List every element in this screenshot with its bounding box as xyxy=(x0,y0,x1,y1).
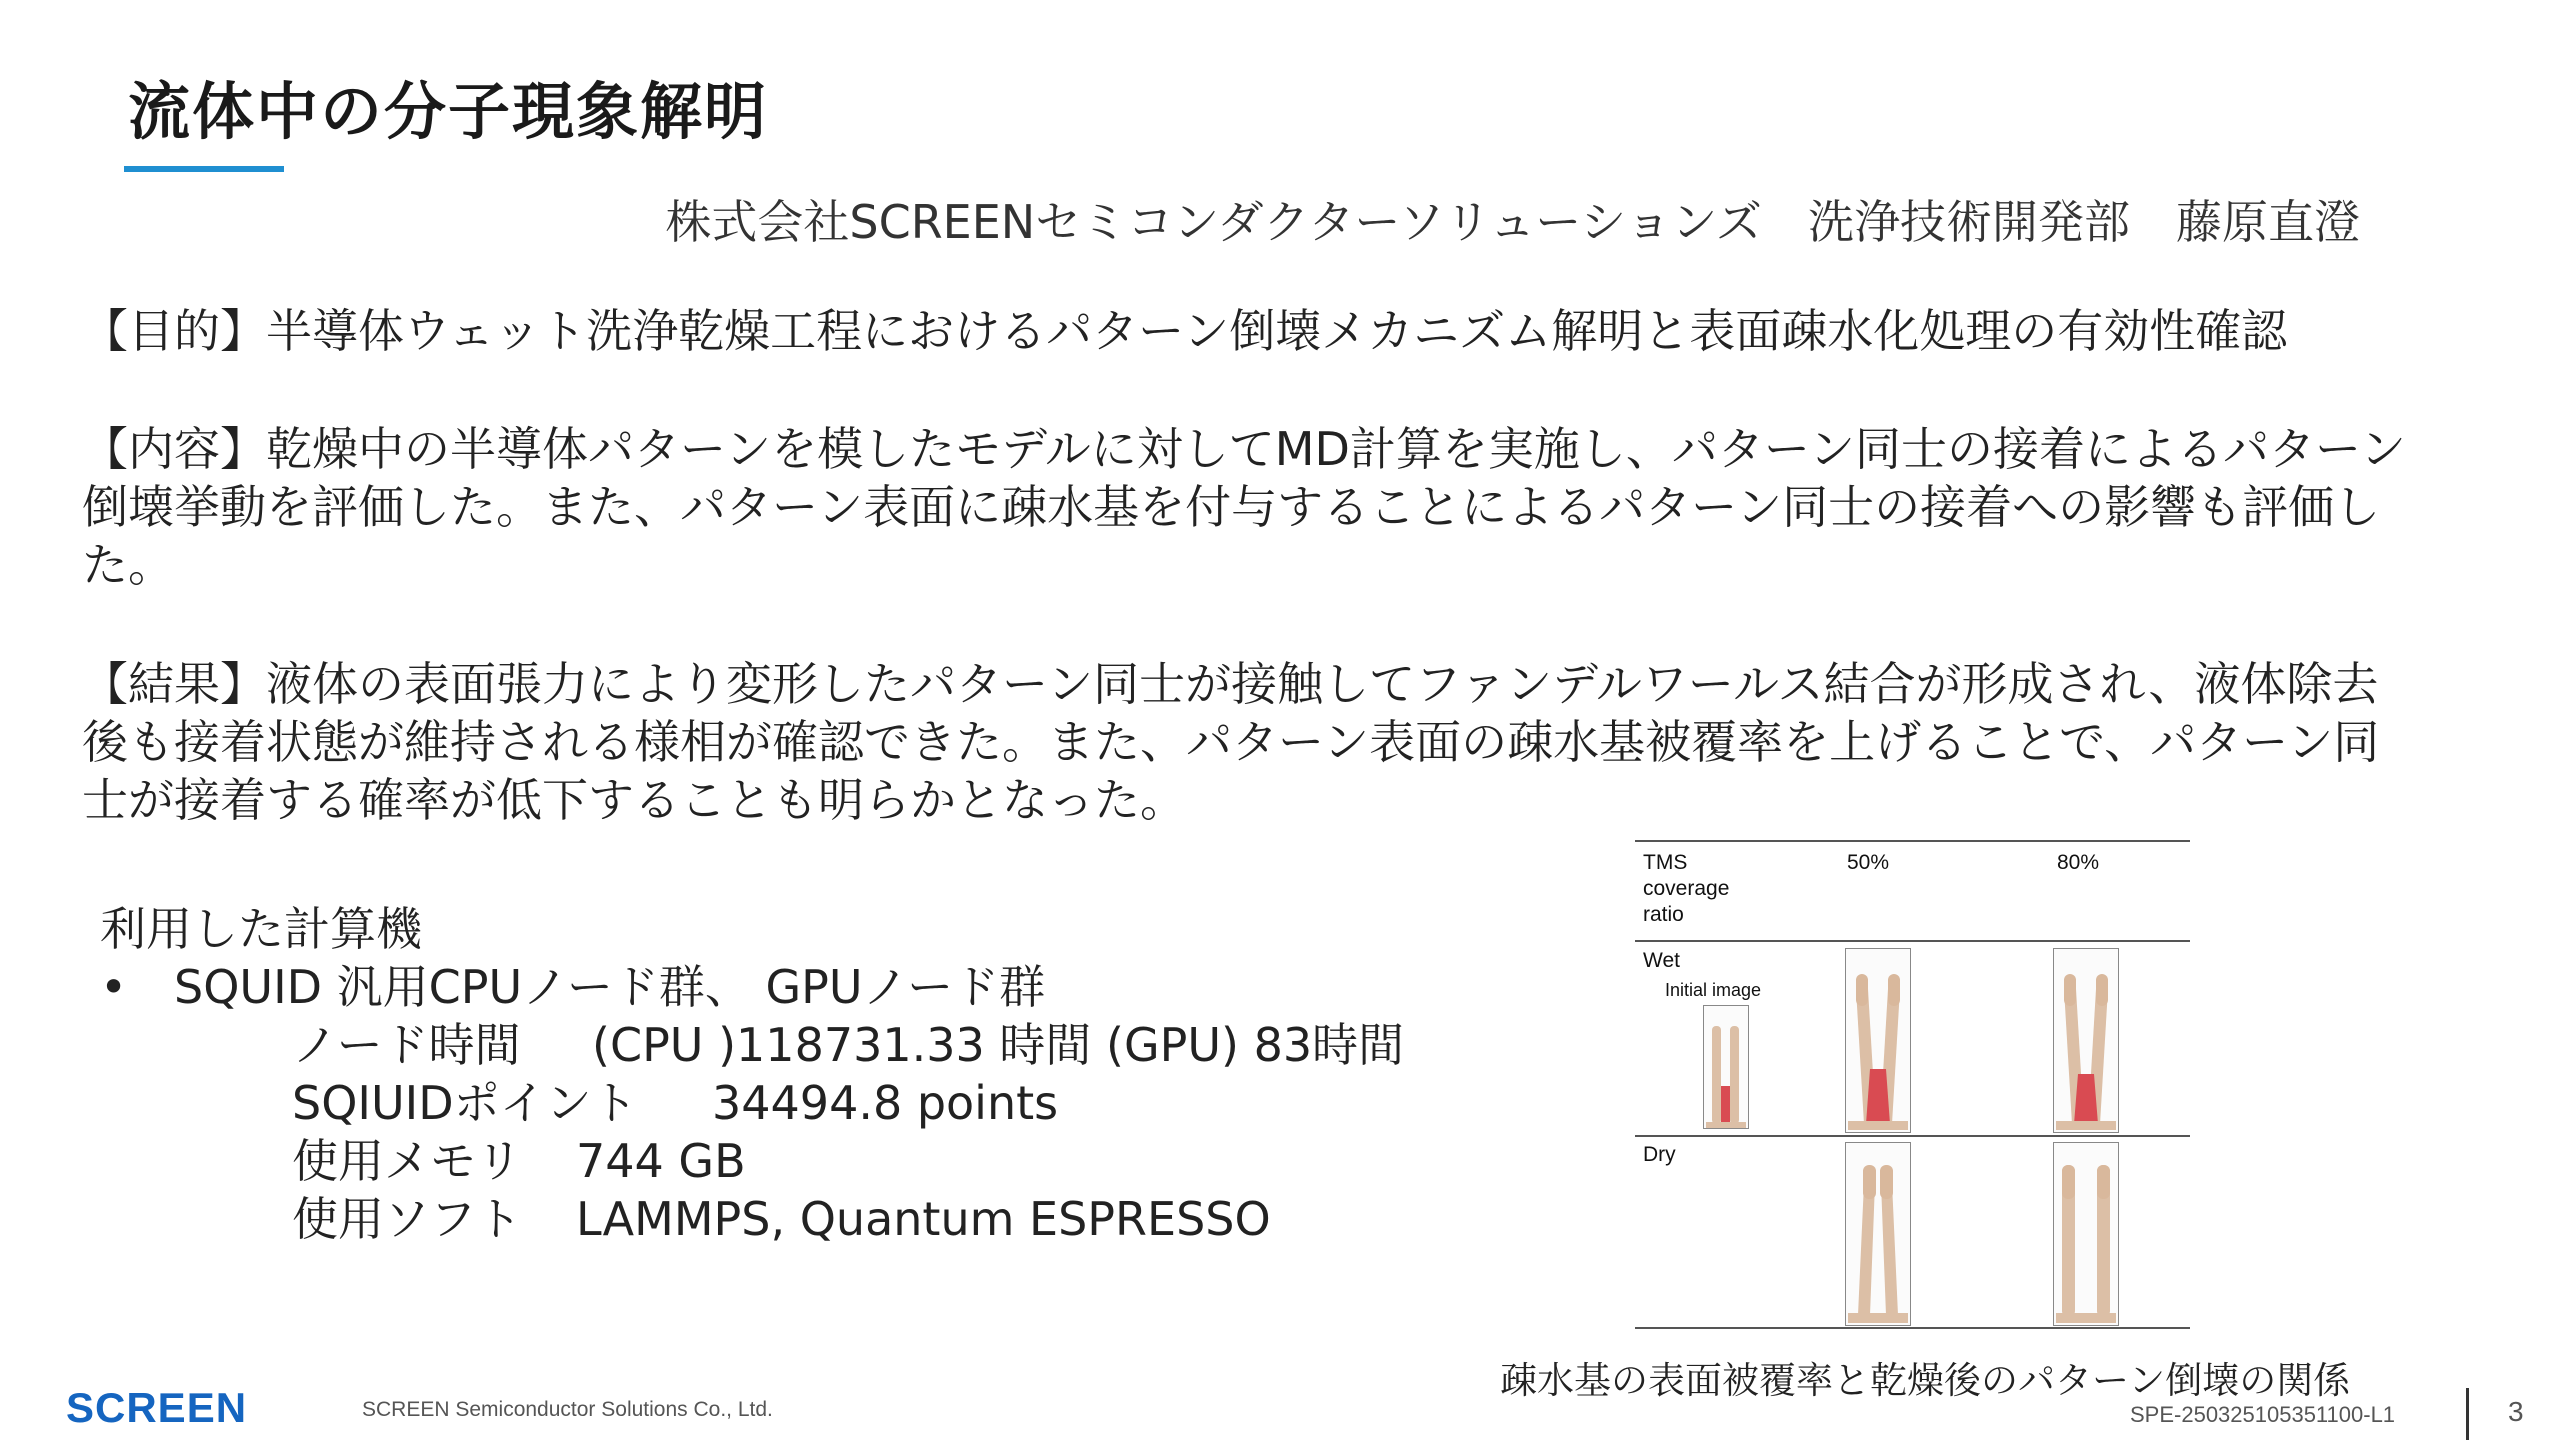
pillar xyxy=(1881,1183,1898,1315)
company-name: SCREEN Semiconductor Solutions Co., Ltd. xyxy=(362,1398,773,1421)
wet-50-svg xyxy=(1846,949,1910,1132)
figure-rule-header xyxy=(1635,940,2190,942)
pillar-base xyxy=(1848,1121,1908,1130)
liquid xyxy=(2074,1074,2098,1124)
figure-rule-bottom xyxy=(1635,1327,2190,1329)
spec-value: (CPU )118731.33 時間 (GPU) 83時間 xyxy=(592,1018,1405,1072)
initial-image-label: Initial image xyxy=(1665,980,1762,1000)
pillar-base xyxy=(1706,1122,1746,1128)
specs-bullet-text: SQUID 汎用CPUノード群、 GPUノード群 xyxy=(174,960,1046,1014)
pattern-collapse-figure xyxy=(1625,840,2195,1330)
wet-50-cell xyxy=(1845,948,1911,1133)
pillar xyxy=(1730,1026,1739,1124)
pillar-tip xyxy=(1863,1165,1876,1199)
pillar xyxy=(1858,1183,1875,1315)
footer-divider xyxy=(2466,1388,2469,1440)
specs-bullet xyxy=(100,958,1404,1016)
spec-value: 34494.8 points xyxy=(712,1076,1059,1130)
spec-value: 744 GB xyxy=(576,1134,746,1188)
pillar-tip xyxy=(1856,974,1868,1006)
header-tms-line3: ratio xyxy=(1643,903,1684,926)
purpose-text: 【目的】半導体ウェット洗浄乾燥工程におけるパターン倒壊メカニズム解明と表面疎水化処理の有効性確認 xyxy=(82,304,2288,358)
spec-value: LAMMPS, Quantum ESPRESSO xyxy=(576,1192,1271,1246)
liquid xyxy=(1721,1086,1730,1124)
row-dry-label: Dry xyxy=(1643,1143,1676,1166)
figure-caption: 疎水基の表面被覆率と乾燥後のパターン倒壊の関係 xyxy=(1500,1359,2351,1402)
spec-row-points xyxy=(100,1074,1404,1132)
specs-heading: 利用した計算機 xyxy=(100,902,422,956)
content-text: 【内容】乾燥中の半導体パターンを模したモデルに対してMD計算を実施し、パターン同士の接着によるパターン倒壊挙動を評価した。また、パターン表面に疎水基を付与することによるパターン同士の接着への影響も評価した。 xyxy=(82,422,2407,592)
spec-label: 使用メモリ xyxy=(292,1134,522,1188)
figure-rule-top xyxy=(1635,840,2190,842)
pillar-tip xyxy=(2064,974,2076,1006)
computer-specs xyxy=(100,900,1404,1248)
spec-row-memory xyxy=(100,1132,1404,1190)
spec-row-node-hours xyxy=(100,1016,1404,1074)
initial-pillars-svg xyxy=(1704,1006,1748,1128)
pillar-base xyxy=(1848,1313,1908,1323)
pillar-tip xyxy=(1888,974,1900,1006)
pillar-tip xyxy=(1880,1165,1893,1199)
pillar-tip xyxy=(2097,1165,2110,1199)
dry-80-cell xyxy=(2053,1142,2119,1326)
pillar-base xyxy=(2056,1313,2116,1323)
header-tms-line1: TMS xyxy=(1643,851,1688,874)
bullet-symbol: • xyxy=(100,960,128,1014)
spec-label: ノード時間 xyxy=(292,1018,521,1072)
slide-title: 流体中の分子現象解明 xyxy=(128,75,769,148)
liquid xyxy=(1866,1069,1890,1124)
document-id: SPE-250325105351100-L1 xyxy=(2130,1402,2396,1427)
pillar-base xyxy=(2056,1121,2116,1130)
spec-label: SQIUIDポイント xyxy=(292,1076,638,1130)
column-80-label: 80% xyxy=(2057,851,2100,874)
author-line: 株式会社SCREENセミコンダクターソリューションズ 洗浄技術開発部 藤原直澄 xyxy=(665,195,2360,249)
wet-80-cell xyxy=(2053,948,2119,1133)
dry-50-cell xyxy=(1845,1142,1911,1326)
pillar-tip xyxy=(2096,974,2108,1006)
column-50-label: 50% xyxy=(1847,851,1890,874)
pillar-tip xyxy=(2062,1165,2075,1199)
initial-image-cell xyxy=(1703,1005,1749,1129)
screen-logo: SCREEN xyxy=(66,1384,248,1431)
pillar xyxy=(1712,1026,1721,1124)
header-tms xyxy=(1643,850,1729,928)
wet-80-svg xyxy=(2054,949,2118,1132)
result-text: 【結果】液体の表面張力により変形したパターン同士が接触してファンデルワールス結合が形成され、液体除去後も接着状態が維持される様相が確認できた。また、パターン表面の疎水基被覆率を上げることで、パターン同士が接着する確率が低下することも明らかとなった。 xyxy=(82,657,2380,827)
title-underline xyxy=(124,166,284,172)
row-wet-label: Wet xyxy=(1643,949,1680,972)
page-number: 3 xyxy=(2508,1396,2524,1427)
header-tms-line2: coverage xyxy=(1643,877,1730,900)
spec-label: 使用ソフト xyxy=(292,1192,522,1246)
dry-80-svg xyxy=(2054,1143,2118,1325)
spec-row-software xyxy=(100,1190,1404,1248)
figure-rule-middle xyxy=(1635,1135,2190,1137)
dry-50-svg xyxy=(1846,1143,1910,1325)
